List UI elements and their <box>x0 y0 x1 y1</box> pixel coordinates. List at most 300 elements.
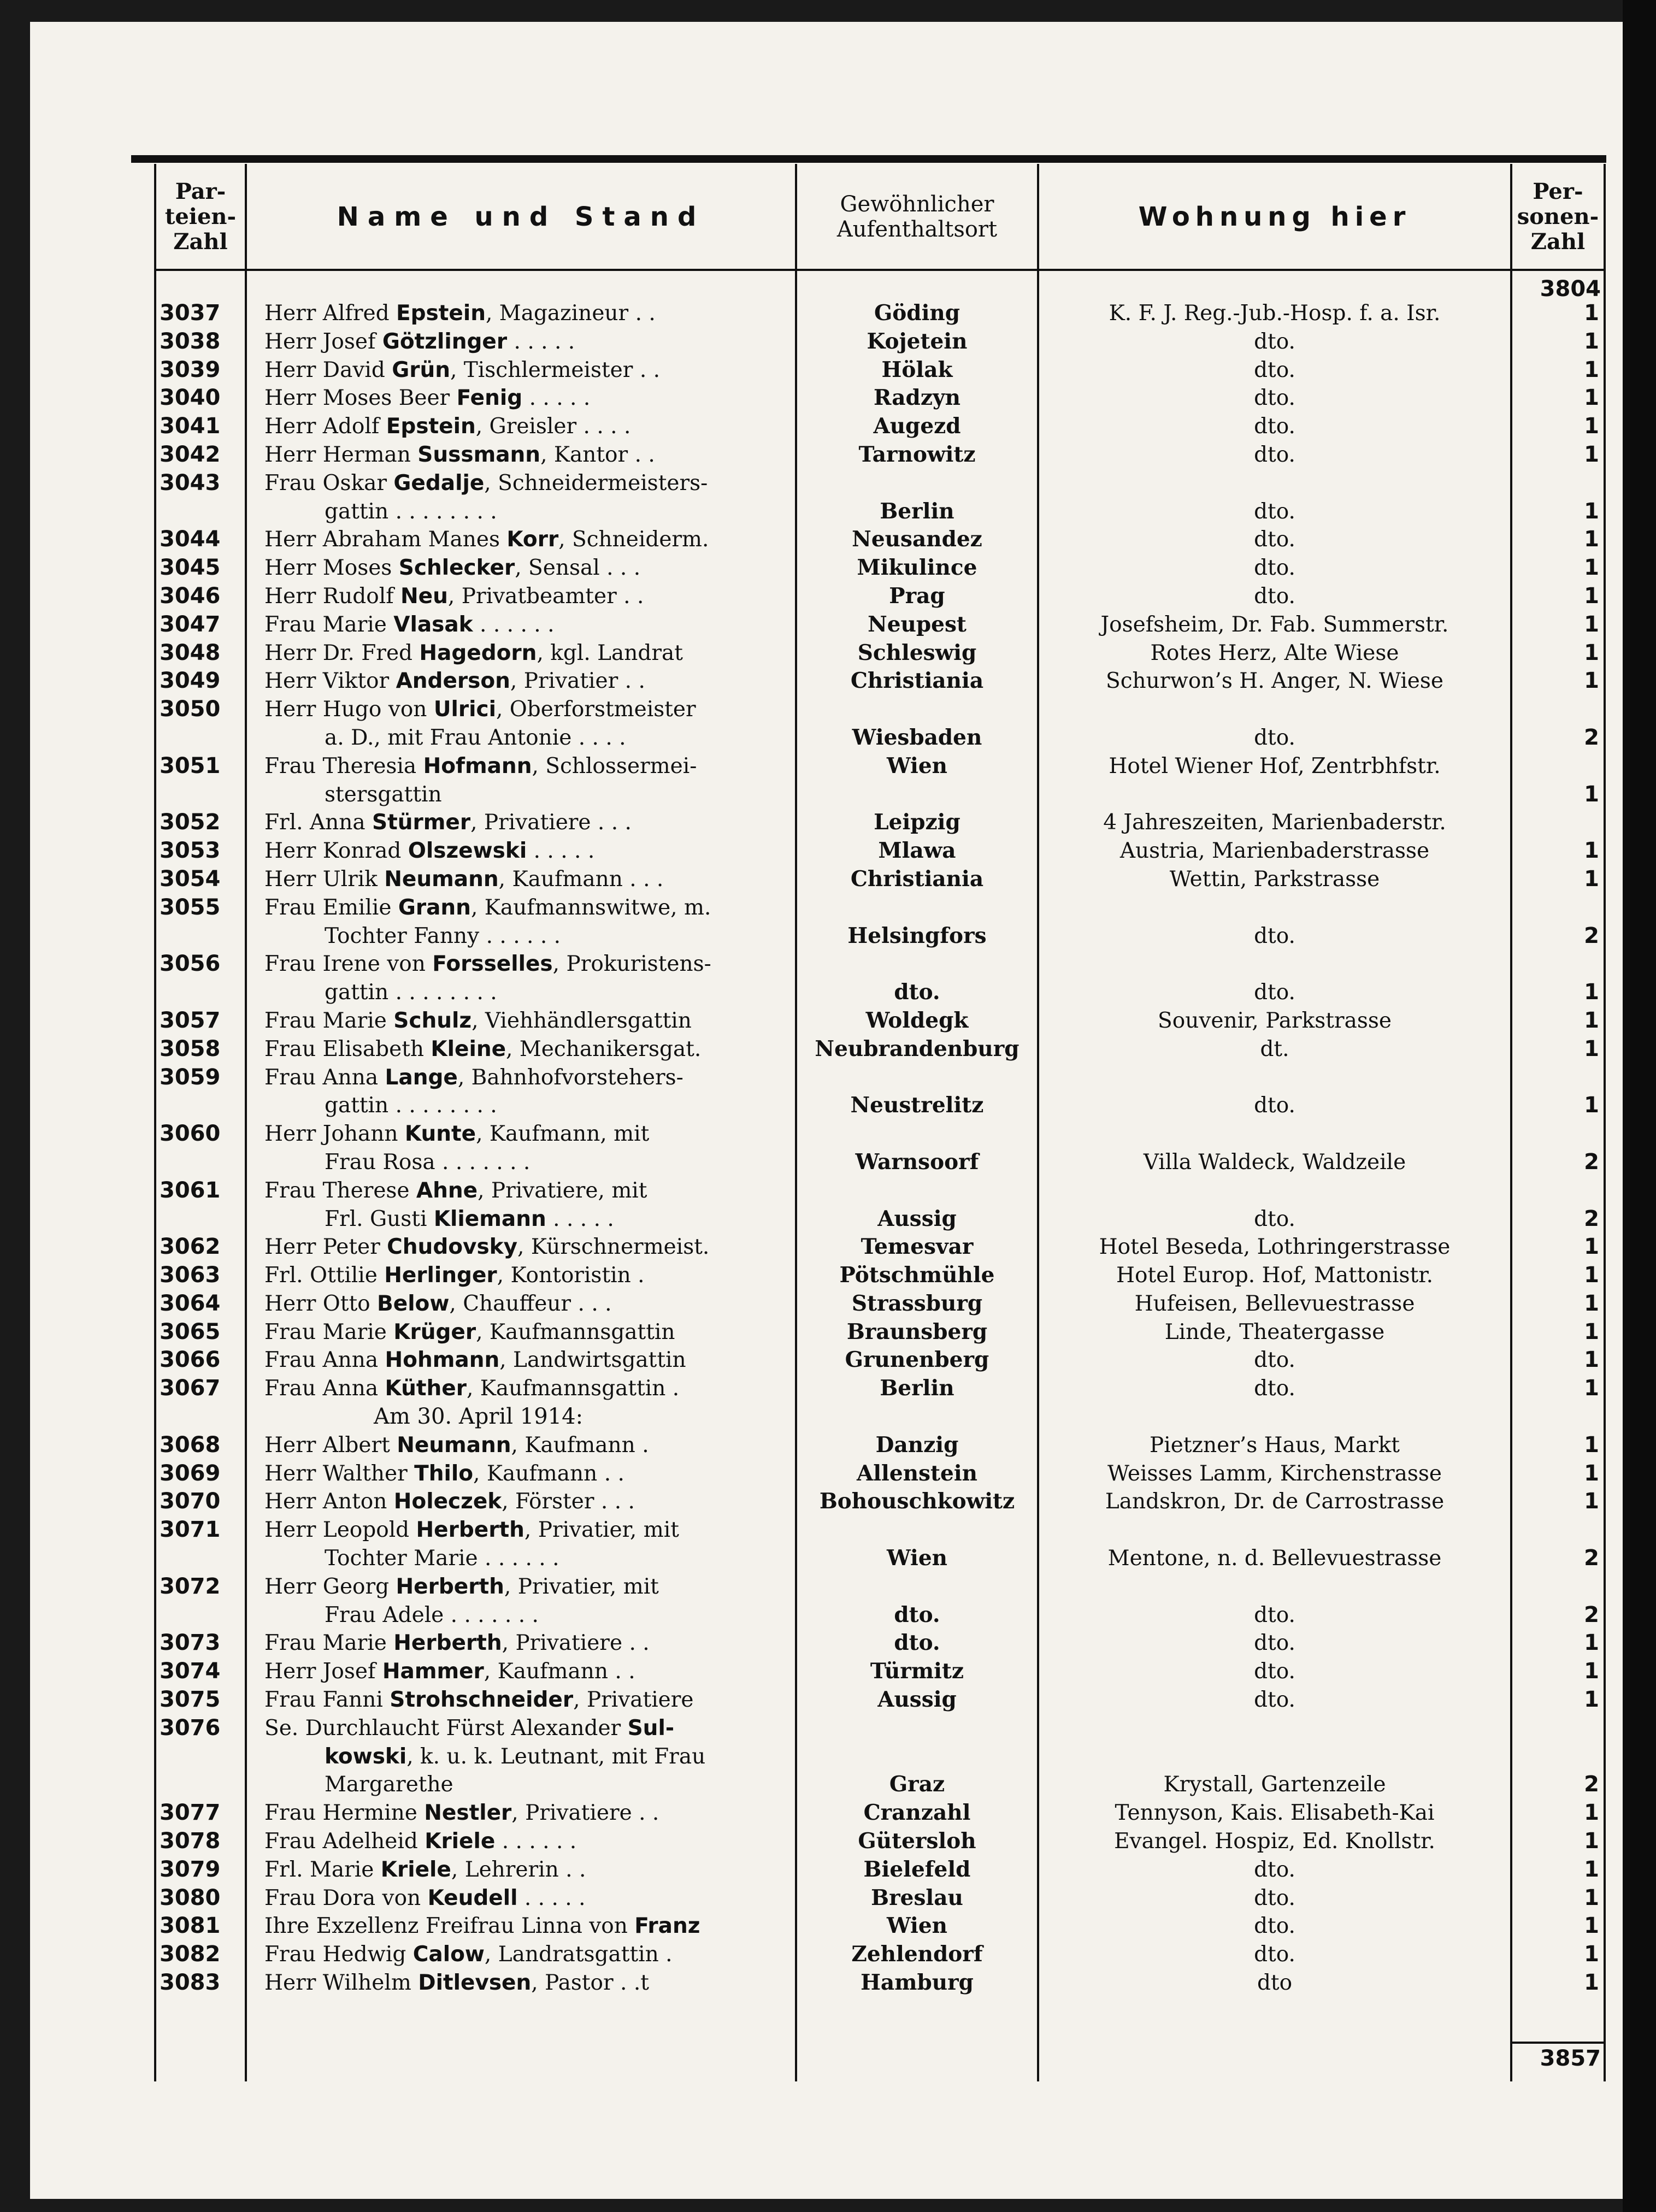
local-dwelling: dto. <box>1254 980 1295 1005</box>
person-count <box>1512 695 1604 724</box>
usual-residence: Neubrandenburg <box>815 1036 1019 1061</box>
entry-name: Herr Alfred Epstein, Magazineur . . <box>264 301 656 326</box>
entry-name: a. D., mit Frau Antonie . . . . <box>325 725 626 750</box>
person-count <box>1512 469 1604 498</box>
entry-name: Herr Adolf Epstein, Greisler . . . . <box>264 414 631 439</box>
column-dwellings <box>1039 299 1510 1997</box>
local-dwelling: Hotel Europ. Hof, Mattonistr. <box>1116 1263 1433 1288</box>
party-number: 3065 <box>160 1319 221 1344</box>
person-count: 1 <box>1584 1489 1599 1514</box>
party-number: 3064 <box>160 1290 221 1316</box>
entry-name: Herr Moses Schlecker, Sensal . . . <box>264 556 641 581</box>
person-count: 1 <box>1584 357 1599 382</box>
party-number: 3063 <box>160 1263 221 1288</box>
usual-residence: Helsingfors <box>847 923 987 948</box>
usual-residence: Radzyn <box>873 385 960 411</box>
header-aufenthaltsort: Gewöhnlicher Aufenthaltsort <box>836 192 998 242</box>
entry-name: Frau Adele . . . . . . . <box>325 1602 539 1627</box>
usual-residence: Neusandez <box>852 527 982 552</box>
entry-name: Frau Marie Schulz, Viehhändlersgattin <box>264 1008 692 1033</box>
local-dwelling: dto. <box>1254 1688 1295 1713</box>
person-count: 1 <box>1584 1460 1599 1486</box>
local-dwelling: dto. <box>1254 1602 1295 1627</box>
local-dwelling: dto. <box>1254 923 1295 948</box>
usual-residence: Pötschmühle <box>839 1263 995 1288</box>
local-dwelling <box>1039 1177 1510 1205</box>
top-rule <box>131 155 1606 163</box>
usual-residence <box>797 894 1037 922</box>
local-dwelling: K. F. J. Reg.-Jub.-Hosp. f. a. Isr. <box>1109 301 1441 326</box>
person-count: 1 <box>1584 1942 1599 1967</box>
local-dwelling: Josefsheim, Dr. Fab. Summerstr. <box>1100 612 1449 637</box>
entry-name: Frau Marie Herberth, Privatiere . . <box>264 1631 650 1656</box>
entry-name: Margarethe <box>325 1772 453 1797</box>
party-number: 3041 <box>160 414 221 439</box>
local-dwelling <box>1039 1743 1510 1771</box>
person-count: 2 <box>1584 923 1599 948</box>
entry-name: Tochter Marie . . . . . . <box>325 1546 559 1571</box>
party-number <box>160 1544 241 1573</box>
party-number: 3057 <box>160 1007 221 1033</box>
entry-name: Frau Therese Ahne, Privatiere, mit <box>264 1178 647 1203</box>
usual-residence <box>797 1743 1037 1771</box>
local-dwelling: Wettin, Parkstrasse <box>1169 866 1380 892</box>
entry-name: Herr Anton Holeczek, Förster . . . <box>264 1489 635 1514</box>
local-dwelling: dto. <box>1254 1857 1295 1882</box>
usual-residence: dto. <box>894 1602 940 1627</box>
party-number: 3079 <box>160 1856 221 1882</box>
person-count: 2 <box>1584 1772 1599 1797</box>
usual-residence: Christiania <box>850 866 984 892</box>
usual-residence: Cranzahl <box>863 1800 971 1826</box>
local-dwelling: dto. <box>1254 1093 1295 1118</box>
final-total: 3857 <box>1540 2046 1601 2071</box>
person-count: 1 <box>1584 781 1599 807</box>
usual-residence <box>797 1120 1037 1148</box>
entry-name: Frau Oskar Gedalje, Schneidermeisters- <box>264 470 708 496</box>
local-dwelling: dto. <box>1254 1942 1295 1967</box>
local-dwelling: Krystall, Gartenzeile <box>1163 1772 1386 1797</box>
person-count <box>1512 1177 1604 1205</box>
usual-residence: Kojetein <box>867 328 968 354</box>
entry-name: Herr Wilhelm Ditlevsen, Pastor . .t <box>264 1971 649 1996</box>
usual-residence <box>797 1714 1037 1743</box>
person-count <box>1512 752 1604 781</box>
local-dwelling: dto. <box>1254 499 1295 524</box>
local-dwelling: dto. <box>1254 527 1295 552</box>
entry-name: Herr Moses Beer Fenig . . . . . <box>264 386 591 411</box>
local-dwelling: dt. <box>1260 1036 1289 1061</box>
person-count: 1 <box>1584 866 1599 892</box>
person-count: 1 <box>1584 1290 1599 1316</box>
local-dwelling: dto. <box>1254 1659 1295 1684</box>
local-dwelling <box>1039 469 1510 498</box>
entry-name: gattin . . . . . . . . <box>325 1093 497 1118</box>
party-number <box>160 1771 241 1799</box>
party-number: 3052 <box>160 810 221 835</box>
scan-edge <box>1623 0 1656 2212</box>
person-count <box>1512 1743 1604 1771</box>
local-dwelling: dto. <box>1254 583 1295 609</box>
party-number: 3075 <box>160 1687 221 1713</box>
entry-name: Frau Hermine Nestler, Privatiere . . <box>264 1801 659 1826</box>
header-parteien-zahl: Par- teien- Zahl <box>164 179 237 255</box>
person-count: 1 <box>1584 1659 1599 1684</box>
person-count <box>1512 1516 1604 1544</box>
party-number <box>160 498 241 526</box>
entry-name: kowski, k. u. k. Leutnant, mit Frau <box>325 1744 706 1769</box>
column-divider <box>154 164 156 2081</box>
party-number: 3050 <box>160 697 221 722</box>
party-number: 3060 <box>160 1121 221 1147</box>
usual-residence <box>797 1177 1037 1205</box>
local-dwelling: dto. <box>1254 1376 1295 1401</box>
person-count: 1 <box>1584 300 1599 326</box>
entry-name: Frau Fanni Strohschneider, Privatiere <box>264 1688 694 1713</box>
usual-residence: Breslau <box>871 1885 963 1910</box>
entry-name: Frau Elisabeth Kleine, Mechanikersgat. <box>264 1036 702 1061</box>
usual-residence <box>797 1064 1037 1092</box>
party-number: 3040 <box>160 385 221 411</box>
column-divider <box>1604 164 1606 2081</box>
person-count: 2 <box>1584 1546 1599 1571</box>
party-number: 3037 <box>160 300 221 326</box>
party-number <box>160 1205 241 1234</box>
header-rule <box>154 269 1604 271</box>
party-number: 3039 <box>160 357 221 382</box>
local-dwelling <box>1039 1516 1510 1544</box>
local-dwelling: dto. <box>1254 1348 1295 1373</box>
party-number: 3066 <box>160 1347 221 1373</box>
party-number: 3053 <box>160 838 221 864</box>
local-dwelling: dto. <box>1254 442 1295 467</box>
party-number: 3069 <box>160 1460 221 1486</box>
column-names <box>264 299 790 1997</box>
party-number <box>160 724 241 752</box>
party-number <box>160 781 241 809</box>
local-dwelling: Tennyson, Kais. Elisabeth-Kai <box>1115 1801 1435 1826</box>
entry-name: Herr Johann Kunte, Kaufmann, mit <box>264 1122 650 1147</box>
usual-residence: Augezd <box>873 414 961 439</box>
local-dwelling: Hotel Wiener Hof, Zentrbhfstr. <box>1109 753 1441 778</box>
party-number: 3073 <box>160 1630 221 1656</box>
usual-residence: Warnsoorf <box>855 1149 979 1175</box>
entry-name: Herr Konrad Olszewski . . . . . <box>264 839 595 864</box>
person-count: 1 <box>1584 527 1599 552</box>
local-dwelling: Pietzner’s Haus, Markt <box>1150 1432 1400 1458</box>
local-dwelling <box>1039 894 1510 922</box>
entry-name: Herr Herman Sussmann, Kantor . . <box>264 442 655 467</box>
party-number: 3068 <box>160 1432 221 1458</box>
person-count: 1 <box>1584 1687 1599 1713</box>
local-dwelling: dto. <box>1254 1631 1295 1656</box>
column-divider <box>245 164 247 2081</box>
local-dwelling <box>1039 1714 1510 1743</box>
usual-residence <box>797 950 1037 978</box>
party-number: 3051 <box>160 753 221 778</box>
usual-residence: Neustrelitz <box>850 1093 984 1118</box>
usual-residence: Mikulince <box>857 555 977 581</box>
entry-name: Herr Leopold Herberth, Privatier, mit <box>264 1518 679 1543</box>
party-number: 3067 <box>160 1376 221 1401</box>
local-dwelling: dto. <box>1254 329 1295 354</box>
party-number: 3048 <box>160 640 221 665</box>
usual-residence <box>797 1403 1037 1431</box>
local-dwelling: Austria, Marienbaderstrasse <box>1119 839 1430 864</box>
entry-name: Herr Hugo von Ulrici, Oberforstmeister <box>264 697 696 722</box>
local-dwelling: Landskron, Dr. de Carrostrasse <box>1105 1489 1445 1514</box>
entry-name: Tochter Fanny . . . . . . <box>325 923 561 948</box>
usual-residence: Göding <box>874 300 960 326</box>
person-count: 1 <box>1584 1885 1599 1910</box>
person-count: 1 <box>1584 414 1599 439</box>
entry-name: Frau Emilie Grann, Kaufmannswitwe, m. <box>264 895 711 920</box>
entry-name: Herr Dr. Fred Hagedorn, kgl. Landrat <box>264 640 683 665</box>
entry-name: gattin . . . . . . . . <box>325 499 497 524</box>
party-number <box>160 1601 241 1630</box>
local-dwelling: dto <box>1257 1971 1293 1996</box>
column-person-counts <box>1512 299 1604 1997</box>
person-count: 1 <box>1584 980 1599 1005</box>
local-dwelling: Hufeisen, Bellevuestrasse <box>1134 1291 1415 1316</box>
usual-residence: Temesvar <box>861 1234 974 1260</box>
party-number <box>160 1148 241 1177</box>
usual-residence: Aussig <box>877 1687 957 1713</box>
person-count: 1 <box>1584 328 1599 354</box>
usual-residence: Berlin <box>880 498 954 524</box>
party-number: 3049 <box>160 668 221 694</box>
header-name-und-stand: Name und Stand <box>337 202 705 232</box>
person-count: 1 <box>1584 1800 1599 1826</box>
usual-residence: Bohouschkowitz <box>819 1489 1015 1514</box>
entry-name: Herr Josef Götzlinger . . . . . <box>264 329 575 354</box>
entry-name: Ihre Exzellenz Freifrau Linna von Franz <box>264 1914 700 1939</box>
usual-residence: Strassburg <box>851 1290 983 1316</box>
entry-name: Frau Anna Hohmann, Landwirtsgattin <box>264 1348 686 1373</box>
entry-name: stersgattin <box>325 782 442 807</box>
party-number: 3054 <box>160 866 221 892</box>
party-number: 3038 <box>160 328 221 354</box>
party-number: 3046 <box>160 583 221 609</box>
local-dwelling <box>1039 695 1510 724</box>
person-count: 1 <box>1584 611 1599 637</box>
person-count: 1 <box>1584 1376 1599 1401</box>
entry-name: Herr Ulrik Neumann, Kaufmann . . . <box>264 866 664 892</box>
party-number: 3061 <box>160 1177 221 1203</box>
usual-residence: dto. <box>894 980 940 1005</box>
usual-residence: Zehlendorf <box>851 1942 983 1967</box>
local-dwelling <box>1039 1064 1510 1092</box>
usual-residence <box>797 1516 1037 1544</box>
usual-residence: Leipzig <box>874 810 960 835</box>
local-dwelling: 4 Jahreszeiten, Marienbaderstr. <box>1103 810 1446 835</box>
party-number: 3083 <box>160 1970 221 1996</box>
party-number <box>160 978 241 1007</box>
person-count <box>1512 1120 1604 1148</box>
person-count: 1 <box>1584 1432 1599 1458</box>
person-count: 2 <box>1584 1206 1599 1231</box>
party-number: 3078 <box>160 1828 221 1854</box>
person-count: 1 <box>1584 1093 1599 1118</box>
header-personen-zahl: Per- sonen- Zahl <box>1517 179 1599 255</box>
person-count <box>1512 1573 1604 1601</box>
party-number: 3055 <box>160 894 221 920</box>
usual-residence: Neupest <box>868 611 967 637</box>
local-dwelling: Mentone, n. d. Bellevuestrasse <box>1107 1546 1442 1571</box>
party-number: 3080 <box>160 1885 221 1910</box>
party-number: 3056 <box>160 951 221 977</box>
usual-residence: Schleswig <box>857 640 977 665</box>
person-count <box>1512 1403 1604 1431</box>
entry-name: Frl. Anna Stürmer, Privatiere . . . <box>264 810 632 835</box>
local-dwelling: dto. <box>1254 556 1295 581</box>
usual-residence: Türmitz <box>870 1659 964 1684</box>
person-count: 1 <box>1584 1263 1599 1288</box>
usual-residence: Braunsberg <box>846 1319 988 1344</box>
usual-residence: Prag <box>889 583 945 609</box>
party-number: 3077 <box>160 1800 221 1826</box>
entry-name: Frau Anna Lange, Bahnhofvorstehers- <box>264 1065 683 1090</box>
person-count: 2 <box>1584 724 1599 750</box>
local-dwelling: dto. <box>1254 1885 1295 1910</box>
party-number: 3044 <box>160 527 221 552</box>
local-dwelling: Linde, Theatergasse <box>1164 1319 1385 1344</box>
person-count: 2 <box>1584 1602 1599 1627</box>
entry-name: gattin . . . . . . . . <box>325 980 497 1005</box>
local-dwelling: Rotes Herz, Alte Wiese <box>1150 640 1399 665</box>
person-count: 1 <box>1584 555 1599 581</box>
party-number <box>160 922 241 951</box>
party-number: 3076 <box>160 1715 221 1741</box>
local-dwelling <box>1039 1403 1510 1431</box>
entry-name: Frl. Gusti Kliemann . . . . . <box>325 1206 614 1231</box>
usual-residence: Hölak <box>881 357 953 382</box>
usual-residence: Berlin <box>880 1376 954 1401</box>
entry-name: Herr Abraham Manes Korr, Schneiderm. <box>264 527 709 552</box>
person-count: 1 <box>1584 1319 1599 1344</box>
party-number: 3070 <box>160 1489 221 1514</box>
entry-name: Frau Adelheid Kriele . . . . . . <box>264 1829 577 1854</box>
party-number: 3081 <box>160 1913 221 1939</box>
person-count: 1 <box>1584 1828 1599 1854</box>
usual-residence: Wien <box>886 753 948 778</box>
party-number <box>160 1403 241 1431</box>
person-count <box>1512 1064 1604 1092</box>
usual-residence: dto. <box>894 1630 940 1656</box>
entry-name: Frau Irene von Forsselles, Prokuristens- <box>264 952 711 977</box>
entry-name: Frau Rosa . . . . . . . <box>325 1149 531 1175</box>
usual-residence <box>797 695 1037 724</box>
usual-residence: Danzig <box>875 1432 959 1458</box>
usual-residence: Woldegk <box>865 1007 969 1033</box>
party-number: 3059 <box>160 1064 221 1090</box>
usual-residence: Grunenberg <box>845 1347 989 1373</box>
party-number: 3072 <box>160 1573 221 1599</box>
local-dwelling: dto. <box>1254 1914 1295 1939</box>
entry-name: Herr David Grün, Tischlermeister . . <box>264 357 661 382</box>
person-count: 1 <box>1584 1630 1599 1656</box>
local-dwelling: dto. <box>1254 357 1295 382</box>
person-count: 1 <box>1584 1007 1599 1033</box>
person-count <box>1512 809 1604 837</box>
person-count: 1 <box>1584 498 1599 524</box>
party-number: 3043 <box>160 470 221 496</box>
local-dwelling <box>1039 950 1510 978</box>
entry-name: Herr Peter Chudovsky, Kürschnermeist. <box>264 1235 710 1260</box>
usual-residence: Graz <box>889 1772 945 1797</box>
usual-residence: Christiania <box>850 668 984 694</box>
person-count: 2 <box>1584 1149 1599 1175</box>
party-number: 3074 <box>160 1659 221 1684</box>
usual-residence: Wiesbaden <box>852 724 982 750</box>
usual-residence <box>797 781 1037 809</box>
local-dwelling: dto. <box>1254 414 1295 439</box>
person-count: 1 <box>1584 1856 1599 1882</box>
usual-residence: Bielefeld <box>863 1856 971 1882</box>
usual-residence <box>797 1573 1037 1601</box>
local-dwelling: Weisses Lamm, Kirchenstrasse <box>1107 1461 1442 1486</box>
local-dwelling: dto. <box>1254 1206 1295 1231</box>
column-party-numbers <box>160 299 241 1997</box>
section-heading: Am 30. April 1914: <box>374 1404 584 1430</box>
person-count <box>1512 894 1604 922</box>
party-number <box>160 1743 241 1771</box>
local-dwelling: Evangel. Hospiz, Ed. Knollstr. <box>1114 1829 1435 1854</box>
entry-name: Herr Josef Hammer, Kaufmann . . <box>264 1659 635 1684</box>
usual-residence: Tarnowitz <box>858 441 976 467</box>
column-places <box>797 299 1037 1997</box>
entry-name: Frau Theresia Hofmann, Schlossermei- <box>264 753 697 778</box>
entry-name: Herr Georg Herberth, Privatier, mit <box>264 1574 659 1599</box>
party-number: 3047 <box>160 611 221 637</box>
local-dwelling <box>1039 781 1510 809</box>
person-count: 1 <box>1584 1234 1599 1260</box>
person-count: 1 <box>1584 441 1599 467</box>
local-dwelling: dto. <box>1254 725 1295 750</box>
entry-name: Frau Dora von Keudell . . . . . <box>264 1885 586 1910</box>
person-count: 1 <box>1584 838 1599 864</box>
person-count: 1 <box>1584 640 1599 665</box>
local-dwelling: Hotel Beseda, Lothringerstrasse <box>1099 1235 1451 1260</box>
party-number: 3082 <box>160 1942 221 1967</box>
usual-residence: Mlawa <box>878 838 956 864</box>
person-count <box>1512 1714 1604 1743</box>
entry-name: Frl. Marie Kriele, Lehrerin . . <box>264 1857 586 1882</box>
carry-over-total: 3804 <box>1540 276 1601 302</box>
person-count: 1 <box>1584 1347 1599 1373</box>
party-number: 3045 <box>160 555 221 581</box>
usual-residence: Gütersloh <box>858 1828 976 1854</box>
usual-residence: Aussig <box>877 1206 957 1231</box>
entry-name: Frau Anna Küther, Kaufmannsgattin . <box>264 1376 680 1401</box>
entry-name: Se. Durchlaucht Fürst Alexander Sul- <box>264 1715 675 1741</box>
local-dwelling <box>1039 1573 1510 1601</box>
local-dwelling: Villa Waldeck, Waldzeile <box>1143 1149 1406 1175</box>
local-dwelling: Souvenir, Parkstrasse <box>1158 1008 1392 1033</box>
entry-name: Herr Viktor Anderson, Privatier . . <box>264 669 645 694</box>
party-number: 3071 <box>160 1517 221 1543</box>
entry-name: Frl. Ottilie Herlinger, Kontoristin . <box>264 1263 645 1288</box>
party-number: 3062 <box>160 1234 221 1260</box>
usual-residence: Allenstein <box>856 1460 977 1486</box>
entry-name: Frau Marie Krüger, Kaufmannsgattin <box>264 1319 675 1344</box>
usual-residence: Hamburg <box>861 1970 974 1996</box>
local-dwelling <box>1039 1120 1510 1148</box>
entry-name: Herr Otto Below, Chauffeur . . . <box>264 1291 612 1316</box>
local-dwelling: Schurwon’s H. Anger, N. Wiese <box>1106 669 1443 694</box>
total-rule <box>1510 2042 1604 2044</box>
person-count: 1 <box>1584 1036 1599 1061</box>
